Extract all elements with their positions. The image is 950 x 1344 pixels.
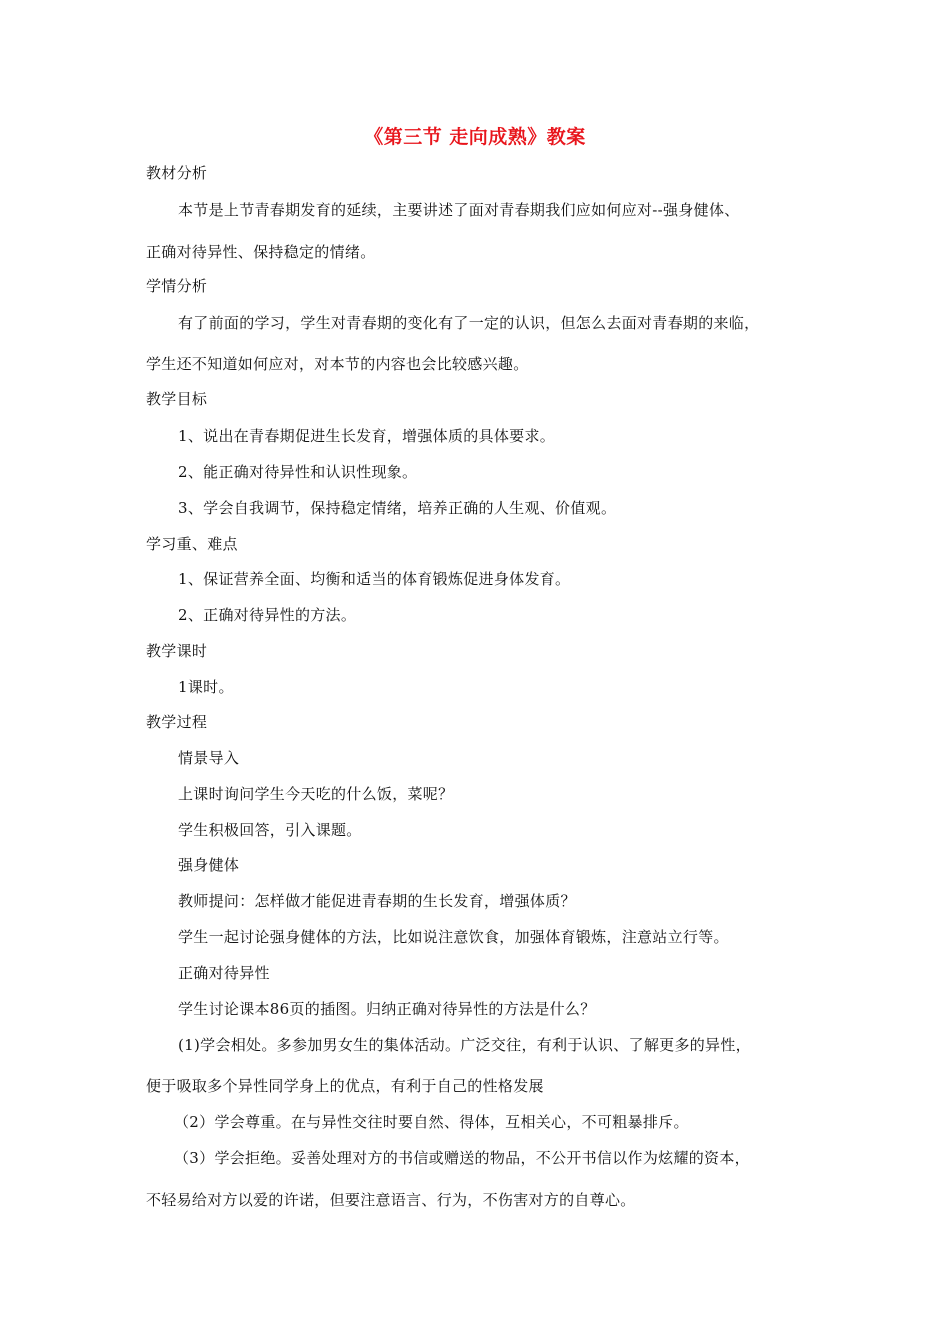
- goal-item-3: 3、学会自我调节，保持稳定情绪，培养正确的人生观、价值观。: [178, 499, 617, 517]
- opposite-sex-point-3-line-1: （3）学会拒绝。妥善处理对方的书信或赠送的物品，不公开书信以作为炫耀的资本，: [174, 1149, 750, 1167]
- subheading-fitness: 强身健体: [178, 856, 240, 874]
- heading-teaching-process: 教学过程: [146, 713, 208, 731]
- heading-teaching-hours: 教学课时: [146, 642, 208, 660]
- opposite-sex-point-1-line-2: 便于吸取多个异性同学身上的优点，有利于自己的性格发展: [146, 1077, 544, 1095]
- material-paragraph-line-1: 本节是上节青春期发育的延续，主要讲述了面对青春期我们应如何应对--强身健体、: [178, 201, 740, 219]
- key-point-item-1: 1、保证营养全面、均衡和适当的体育锻炼促进身体发育。: [178, 570, 571, 588]
- heading-material-analysis: 教材分析: [146, 164, 208, 182]
- intro-question: 上课时询问学生今天吃的什么饭，菜呢？: [178, 785, 454, 803]
- students-paragraph-line-2: 学生还不知道如何应对，对本节的内容也会比较感兴趣。: [146, 355, 529, 373]
- document-title: 《第三节 走向成熟》教案: [364, 126, 586, 148]
- heading-key-points: 学习重、难点: [146, 535, 238, 553]
- teaching-hours-value: 1课时。: [178, 678, 234, 696]
- fitness-answer: 学生一起讨论强身健体的方法，比如说注意饮食，加强体育锻炼，注意站立行等。: [178, 928, 729, 946]
- heading-student-analysis: 学情分析: [146, 277, 208, 295]
- opposite-sex-intro: 学生讨论课本86页的插图。归纳正确对待异性的方法是什么？: [178, 1000, 596, 1018]
- opposite-sex-point-2: （2）学会尊重。在与异性交往时要自然、得体，互相关心，不可粗暴排斥。: [174, 1113, 689, 1131]
- fitness-question: 教师提问：怎样做才能促进青春期的生长发育，增强体质？: [178, 892, 576, 910]
- opposite-sex-point-3-line-2: 不轻易给对方以爱的许诺，但要注意语言、行为，不伤害对方的自尊心。: [146, 1191, 636, 1209]
- goal-item-2: 2、能正确对待异性和认识性现象。: [178, 463, 418, 481]
- subheading-opposite-sex: 正确对待异性: [178, 964, 270, 982]
- students-paragraph-line-1: 有了前面的学习，学生对青春期的变化有了一定的认识，但怎么去面对青春期的来临，: [178, 314, 760, 332]
- heading-teaching-goals: 教学目标: [146, 390, 208, 408]
- material-paragraph-line-2: 正确对待异性、保持稳定的情绪。: [146, 243, 376, 261]
- key-point-item-2: 2、正确对待异性的方法。: [178, 606, 357, 624]
- intro-answer: 学生积极回答，引入课题。: [178, 821, 362, 839]
- goal-item-1: 1、说出在青春期促进生长发育，增强体质的具体要求。: [178, 427, 556, 445]
- opposite-sex-point-1-line-1: (1)学会相处。多参加男女生的集体活动。广泛交往，有利于认识、了解更多的异性，: [178, 1036, 751, 1054]
- subheading-scenario-intro: 情景导入: [178, 749, 240, 767]
